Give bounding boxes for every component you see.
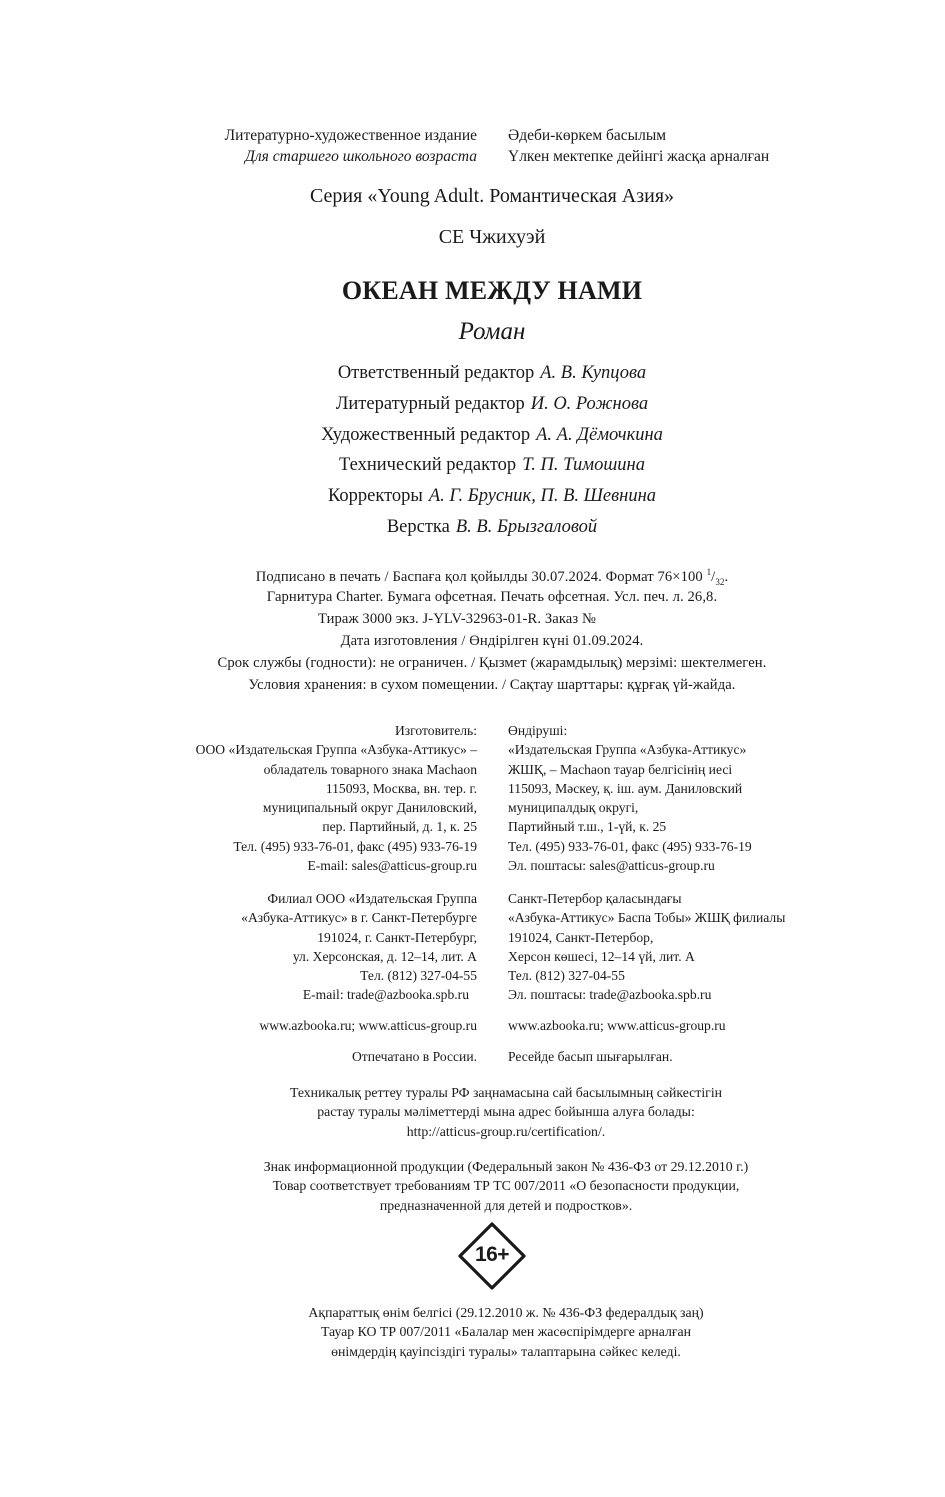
branch-ru-line: Тел. (812) 327-04-55 (360, 968, 477, 984)
print-run-text: Тираж 3000 экз. J-YLV-32963-01-R. Заказ № (317, 611, 597, 627)
print-typeface-paper: Гарнитура Charter. Бумага офсетная. Печать офсетная. Усл. печ. л. 26,8. (266, 589, 718, 605)
website-kz: www.azbooka.ru; www.atticus-group.ru (508, 1018, 726, 1033)
credit-line (0, 394, 945, 415)
credit-line (0, 455, 945, 476)
book-genre: Роман (458, 318, 526, 345)
info-sign-ru-line: предназначенной для детей и подростков». (379, 1197, 633, 1213)
info-sign-kz-block (0, 1303, 945, 1361)
manufacturer-kz-block (508, 721, 928, 875)
credit-line (0, 363, 945, 384)
credit-role: Корректоры (327, 486, 423, 506)
manufacturer-kz-line: Эл. поштасы: sales@atticus-group.ru (508, 858, 715, 874)
credit-line (0, 517, 945, 538)
tech-reg-line: растау туралы мәліметтерді мына адрес бойынша алуға болады: (317, 1104, 695, 1120)
branch-kz-line: Тел. (812) 327-04-55 (508, 968, 625, 984)
printed-in-ru: Отпечатано в России. (351, 1049, 477, 1064)
credit-role: Верстка (386, 517, 450, 537)
manufacturer-kz-line: Тел. (495) 933-76-01, факс (495) 933-76-19 (508, 838, 752, 854)
book-title: ОКЕАН МЕЖДУ НАМИ (341, 276, 643, 305)
print-signed-text: Подписано в печать / Баспаға қол қойылды 30.07.2024. Формат 76×100 (255, 568, 703, 585)
manufacturer-ru-line: пер. Партийный, д. 1, к. 25 (322, 819, 477, 835)
tech-reg-line: http://atticus-group.ru/certification/. (406, 1123, 606, 1139)
print-storage: Условия хранения: в сухом помещении. / Сақтау шарттары: құрғақ үй-жайда. (248, 677, 736, 693)
format-numerator: 1 (706, 567, 712, 577)
branch-ru-line: 191024, г. Санкт-Петербург, (317, 929, 477, 945)
print-shelf-life: Срок службы (годности): не ограничен. / Қызмет (жарамдылық) мерзімі: шектелмеген. (217, 655, 767, 671)
credit-role: Технический редактор (339, 455, 517, 475)
manufacturer-ru-line: Тел. (495) 933-76-01, факс (495) 933-76-19 (233, 838, 477, 854)
age-rating-badge (458, 1222, 526, 1290)
author-name: СЕ Чжихуэй (438, 226, 546, 248)
manufacturer-kz-line: муниципалдық округі, (508, 800, 639, 816)
header-edition-type-ru: Литературно-художественное издание (224, 127, 477, 144)
manufacturer-kz-line: Өндіруші: (508, 723, 568, 738)
manufacturer-kz-line: 115093, Мәскеу, қ. іш. аум. Даниловский (508, 780, 743, 796)
format-denominator: 32 (715, 576, 725, 587)
credit-name: А. Г. Брусник, П. В. Шевнина (428, 486, 657, 506)
series-name: Серия «Young Adult. Романтическая Азия» (309, 185, 675, 207)
branch-kz-block (508, 889, 928, 1005)
branch-kz-line: Херсон көшесі, 12–14 үй, лит. А (508, 948, 695, 964)
branch-ru-line: ул. Херсонская, д. 12–14, лит. А (292, 948, 477, 964)
credit-name: И. О. Рожнова (530, 394, 649, 414)
credit-line (0, 486, 945, 507)
manufacturer-ru-line: Изготовитель: (394, 723, 477, 738)
credit-name: В. В. Брызгаловой (455, 517, 598, 537)
info-sign-ru-block (0, 1157, 945, 1215)
header-age-group-kz: Үлкен мектепке дейінгі жасқа арналған (508, 148, 770, 165)
printed-in-kz: Ресейде басып шығарылған. (508, 1049, 673, 1064)
manufacturer-ru-line: муниципальный округ Даниловский, (262, 800, 477, 816)
branch-kz-line: Эл. поштасы: trade@azbooka.spb.ru (508, 987, 712, 1003)
print-run-order (0, 611, 945, 628)
print-signed-format: Подписано в печать / Баспаға қол қойылды 30.07.2024. Формат 76×100 $^1/_{32}$. (255, 567, 729, 587)
manufacturer-kz-line: «Издательская Группа «Азбука-Аттикус» (508, 742, 747, 758)
credit-role: Художественный редактор (321, 425, 531, 445)
branch-kz-line: «Азбука-Аттикус» Баспа Тобы» ЖШҚ филиалы (508, 910, 786, 926)
manufacturer-kz-line: ЖШҚ, – Machaon тауар белгісінің иесі (508, 761, 733, 777)
header-age-group-ru: Для старшего школьного возраста (245, 148, 477, 165)
tech-reg-block (0, 1083, 945, 1141)
info-sign-kz-line: Тауар КО ТР 007/2011 «Балалар мен жасөспірімдерге арналған (320, 1324, 692, 1340)
format-end: . (724, 568, 729, 585)
info-sign-kz-line: өнімдердің қауіпсіздігі туралы» талаптарына сәйкес келеді. (331, 1343, 681, 1359)
manufacturer-ru-block (40, 721, 477, 875)
info-sign-ru-line: Знак информационной продукции (Федеральный закон № 436-ФЗ от 29.12.2010 г.) (263, 1159, 749, 1174)
credit-name: Т. П. Тимошина (522, 455, 645, 475)
branch-ru-line: Филиал ООО «Издательская Группа (267, 891, 477, 906)
manufacturer-ru-line: E-mail: sales@atticus-group.ru (307, 858, 477, 874)
credit-name: А. В. Купцова (540, 363, 647, 383)
age-rating-text: 16+ (474, 1243, 510, 1266)
credit-role: Литературный редактор (335, 394, 525, 414)
credit-role: Ответственный редактор (337, 363, 535, 383)
info-sign-ru-line: Товар соответствует требованиям ТР ТС 007/2011 «О безопасности продукции, (272, 1178, 740, 1194)
manufacturer-ru-line: ООО «Издательская Группа «Азбука-Аттикус» – (195, 742, 477, 758)
header-edition-type-kz: Әдеби-көркем басылым (508, 127, 667, 144)
manufacturer-ru-line: обладатель товарного знака Machaon (263, 761, 477, 777)
manufacturer-ru-line: 115093, Москва, вн. тер. г. (325, 780, 477, 796)
credit-name: А. А. Дёмочкина (536, 425, 663, 445)
manufacturer-kz-line: Партийный т.ш., 1-үй, к. 25 (508, 819, 667, 835)
credit-line (0, 425, 945, 446)
branch-kz-line: Санкт-Петербор қаласындағы (508, 891, 682, 906)
branch-ru-line: E-mail: trade@azbooka.spb.ru (302, 987, 469, 1003)
website-ru: www.azbooka.ru; www.atticus-group.ru (259, 1018, 477, 1033)
branch-kz-line: 191024, Санкт-Петербор, (508, 929, 654, 945)
tech-reg-line: Техникалық реттеу туралы РФ заңнамасына сай басылымның сәйкестігін (289, 1085, 723, 1100)
branch-ru-block (40, 889, 477, 1005)
print-production-date: Дата изготовления / Өндірілген күні 01.09.2024. (340, 633, 644, 649)
info-sign-kz-line: Ақпараттық өнім белгісі (29.12.2010 ж. № 436-ФЗ федералдық заң) (308, 1305, 704, 1320)
branch-ru-line: «Азбука-Аттикус» в г. Санкт-Петербурге (241, 910, 477, 926)
